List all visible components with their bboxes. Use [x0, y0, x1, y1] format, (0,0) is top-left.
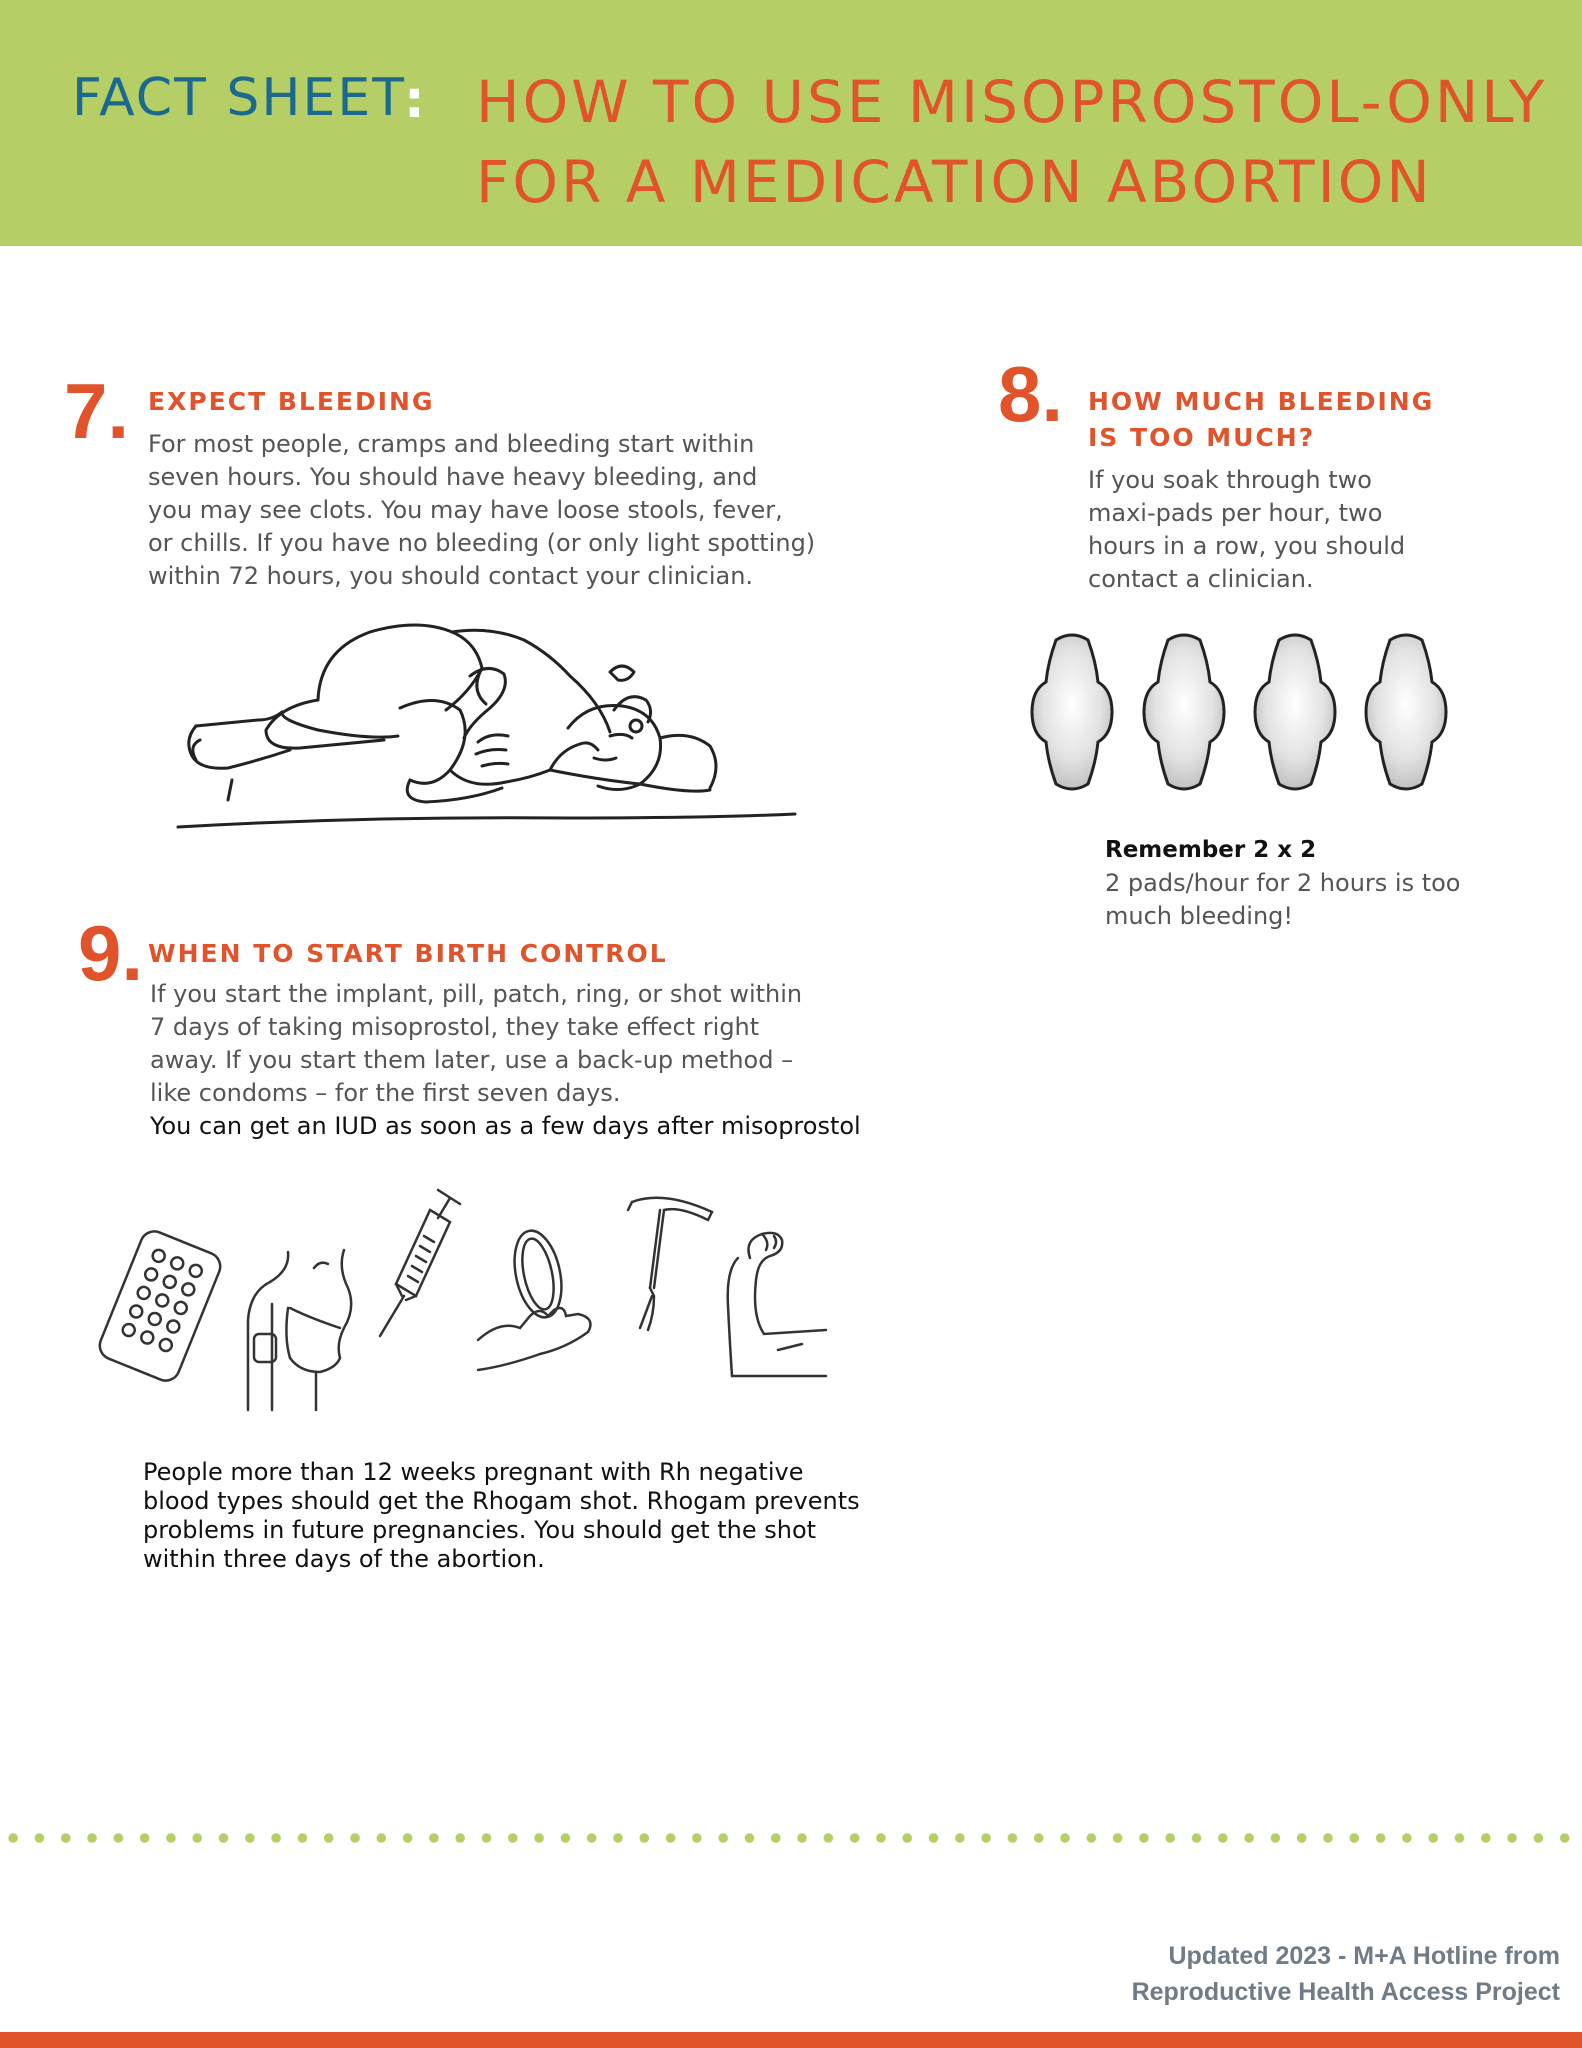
section-8-heading [1088, 384, 1434, 456]
section-7-line: or chills. If you have no bleeding (or only light spotting) [148, 529, 816, 557]
rhogam-line: blood types should get the Rhogam shot. Rhogam prevents [143, 1487, 860, 1515]
reminder-text [1105, 867, 1460, 933]
section-9-line: away. If you start them later, use a back-up method – [150, 1046, 794, 1074]
fact-sheet-label: FACT SHEET [72, 68, 406, 128]
footer-line-2: Reproductive Health Access Project [1131, 1978, 1560, 2006]
section-8-heading-line-2: IS TOO MUCH? [1088, 423, 1316, 452]
rhogam-line: problems in future pregnancies. You should get the shot [143, 1516, 817, 1544]
rhogam-line: People more than 12 weeks pregnant with Rh negative [143, 1458, 804, 1486]
section-7-line: within 72 hours, you should contact your clinician. [148, 562, 754, 590]
maxi-pad-icon [1144, 635, 1224, 789]
maxi-pad-icon [1366, 635, 1446, 789]
section-7-heading: EXPECT BLEEDING [148, 387, 435, 416]
footer-line-1: Updated 2023 - M+A Hotline from [1168, 1942, 1560, 1970]
section-7-line: you may see clots. You may have loose stools, fever, [148, 496, 783, 524]
dotted-divider [0, 1831, 1582, 1845]
section-8-line: maxi-pads per hour, two [1088, 499, 1383, 527]
reminder-line: much bleeding! [1105, 902, 1294, 930]
iud-timing-text: You can get an IUD as soon as a few days after misoprostol [150, 1112, 861, 1140]
section-7-line: seven hours. You should have heavy bleeding, and [148, 463, 758, 491]
maxi-pad-icon [1032, 635, 1112, 789]
page-title [476, 62, 1547, 222]
section-9-number: 9. [78, 909, 144, 997]
header-separator: : [404, 70, 425, 130]
section-9-text [150, 978, 802, 1110]
section-9-heading: WHEN TO START BIRTH CONTROL [148, 939, 668, 968]
section-8-heading-line-1: HOW MUCH BLEEDING [1088, 387, 1435, 416]
reminder-title: Remember 2 x 2 [1105, 837, 1317, 863]
section-8-line: If you soak through two [1088, 466, 1372, 494]
footer-credit [1132, 1938, 1560, 2010]
section-9-line: 7 days of taking misoprostol, they take effect right [150, 1013, 760, 1041]
bottom-accent-bar [0, 2032, 1582, 2048]
section-7-number: 7. [64, 367, 130, 455]
person-lying-curled-icon [170, 620, 810, 840]
rhogam-text [143, 1458, 860, 1574]
patch-icon [240, 1248, 360, 1414]
header-banner [0, 0, 1582, 246]
title-line-1: HOW TO USE MISOPROSTOL-ONLY [476, 68, 1548, 136]
iud-icon [624, 1192, 720, 1332]
section-8-number: 8. [998, 350, 1064, 438]
rhogam-line: within three days of the abortion. [143, 1545, 545, 1573]
section-7-text [148, 428, 815, 593]
section-9-line: If you start the implant, pill, patch, ring, or shot within [150, 980, 803, 1008]
title-line-2: FOR A MEDICATION ABORTION [476, 148, 1433, 216]
implant-arm-icon [722, 1226, 832, 1382]
ring-icon [470, 1220, 600, 1380]
syringe-icon [376, 1184, 472, 1340]
section-8-line: contact a clinician. [1088, 565, 1314, 593]
section-7-line: For most people, cramps and bleeding start within [148, 430, 755, 458]
maxi-pad-icon [1255, 635, 1335, 789]
section-8-text [1088, 464, 1405, 596]
reminder-line: 2 pads/hour for 2 hours is too [1105, 869, 1461, 897]
pill-pack-icon [96, 1228, 226, 1388]
section-8-line: hours in a row, you should [1088, 532, 1406, 560]
section-9-line: like condoms – for the first seven days. [150, 1079, 621, 1107]
maxi-pads-group [1010, 632, 1470, 792]
